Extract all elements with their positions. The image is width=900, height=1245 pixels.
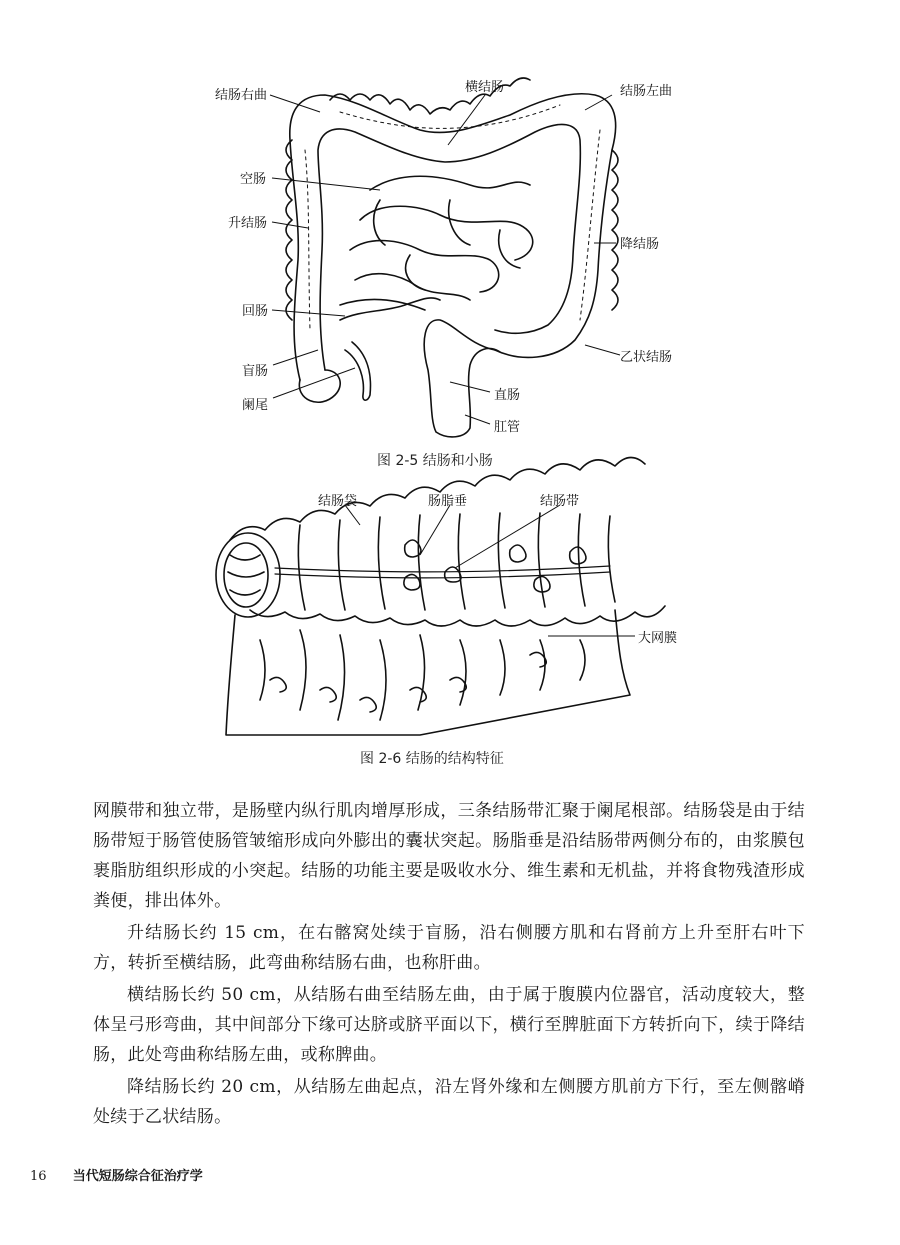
paragraph-4: 降结肠长约 20 cm，从结肠左曲起点，沿左肾外缘和左侧腰方肌前方下行，至左侧髂嵴处续于乙状结肠。 — [93, 1077, 805, 1127]
label-sigmoid-colon: 乙状结肠 — [620, 350, 673, 365]
label-haustra: 结肠袋 — [318, 494, 358, 509]
label-left-colic-flexure: 结肠左曲 — [620, 84, 673, 99]
figure-caption-2-5: 图 2-5 结肠和小肠 — [377, 453, 493, 469]
label-jejunum: 空肠 — [240, 172, 267, 187]
label-taenia-coli: 结肠带 — [540, 494, 580, 509]
page-number: 16 — [30, 1169, 47, 1184]
label-transverse-colon: 横结肠 — [465, 80, 505, 95]
book-title: 当代短肠综合征治疗学 — [72, 1169, 203, 1184]
label-ileum: 回肠 — [242, 304, 269, 319]
label-ascending-colon: 升结肠 — [228, 216, 268, 231]
body-text — [93, 796, 805, 1134]
label-rectum: 直肠 — [494, 388, 521, 403]
label-cecum: 盲肠 — [242, 364, 269, 379]
paragraph-2: 升结肠长约 15 cm，在右髂窝处续于盲肠，沿右侧腰方肌和右肾前方上升至肝右叶下方，转折至横结肠，此弯曲称结肠右曲，也称肝曲。 — [93, 923, 805, 973]
paragraph-3: 横结肠长约 50 cm，从结肠右曲至结肠左曲，由于属于腹膜内位器官，活动度较大，整体呈弓形弯曲，其中间部分下缘可达脐或脐平面以下，横行至脾脏面下方转折向下，续于降结肠，此处弯曲称结肠左曲，或称脾曲。 — [93, 985, 805, 1065]
label-anal-canal: 肛管 — [494, 420, 521, 435]
label-descending-colon: 降结肠 — [620, 237, 660, 252]
label-appendix: 阑尾 — [242, 398, 269, 413]
label-epiploic-appendices: 肠脂垂 — [428, 494, 468, 509]
label-greater-omentum: 大网膜 — [638, 631, 678, 646]
figure-caption-2-6: 图 2-6 结肠的结构特征 — [360, 751, 504, 767]
label-right-colic-flexure: 结肠右曲 — [215, 88, 268, 103]
paragraph-1: 网膜带和独立带，是肠壁内纵行肌肉增厚形成，三条结肠带汇聚于阑尾根部。结肠袋是由于结肠带短于肠管使肠管皱缩形成向外膨出的囊状突起。肠脂垂是沿结肠带两侧分布的，由浆膜包裹脂肪组织形成的小突起。结肠的功能主要是吸收水分、维生素和无机盐，并将食物残渣形成粪便，排出体外。 — [93, 801, 805, 911]
page-footer — [30, 1165, 203, 1184]
